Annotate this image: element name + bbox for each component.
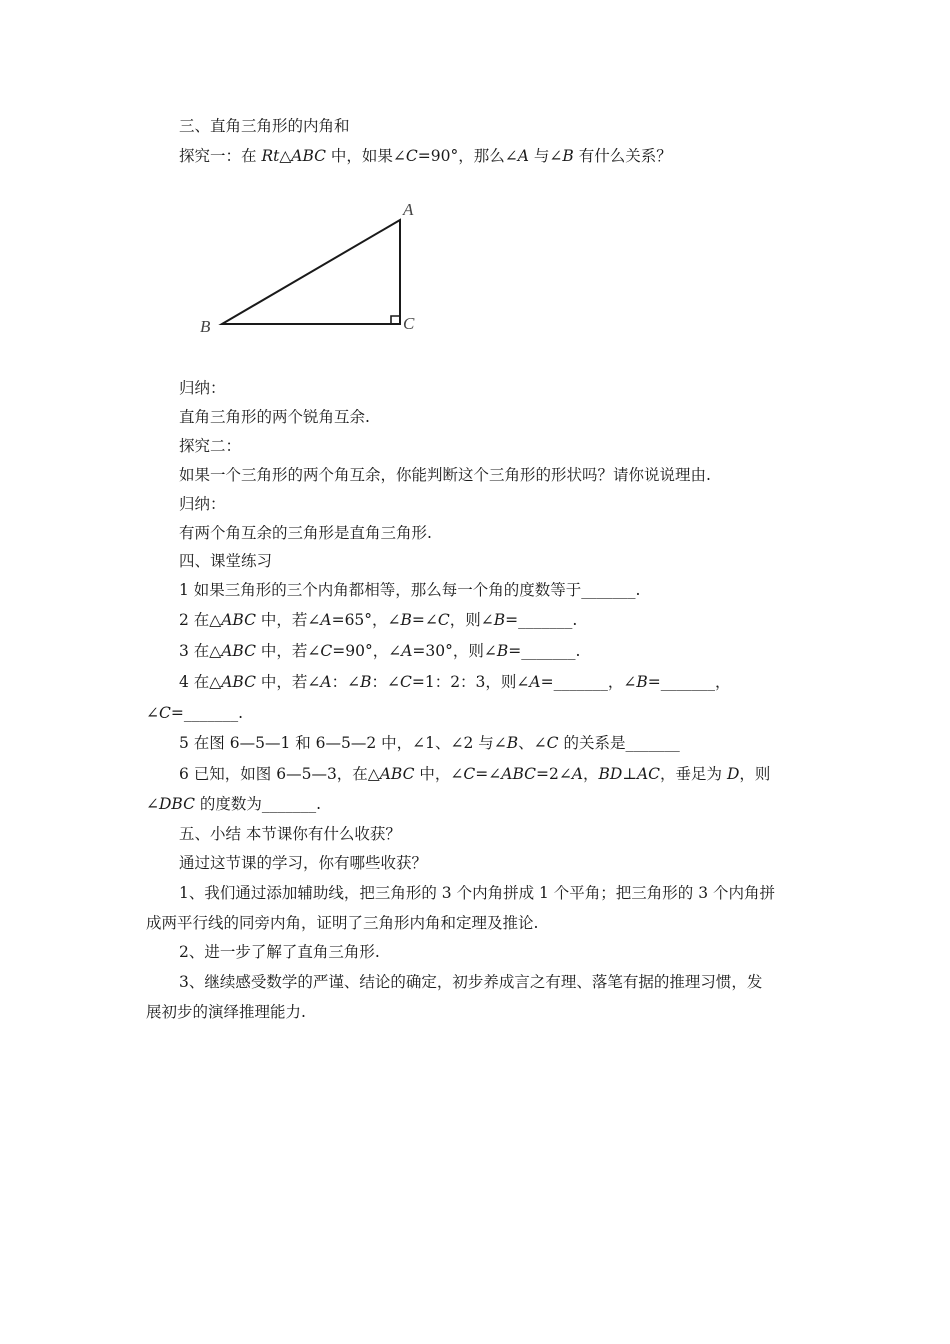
summary-intro: 通过这节课的学习，你有哪些收获？ <box>179 854 428 872</box>
exercise-6: 6 已知，如图 6—5—3，在△ABC 中，∠C=∠ABC=2∠A，BD⊥AC，垂足为 D，则 <box>179 765 771 783</box>
vertex-label-c: C <box>403 314 415 333</box>
explore-1-question: 探究一：在 Rt△ABC 中，如果∠C=90°，那么∠A 与∠B 有什么关系？ <box>179 147 672 165</box>
summary-text-2: 有两个角互余的三角形是直角三角形. <box>179 524 432 542</box>
exercise-1: 1 如果三角形的三个内角都相等，那么每一个角的度数等于_______. <box>179 581 641 599</box>
vertex-label-b: B <box>200 317 211 336</box>
summary-item-1: 1、我们通过添加辅助线，把三角形的 3 个内角拼成 1 个平角；把三角形的 3 个内角拼 <box>179 884 776 902</box>
exercise-4: 4 在△ABC 中，若∠A：∠B：∠C=1：2：3，则∠A=_______，∠B=_______， <box>179 673 731 691</box>
summary-label-2: 归纳： <box>179 495 226 513</box>
summary-item-3: 3、继续感受数学的严谨、结论的确定，初步养成言之有理、落笔有据的推理习惯，发 <box>179 973 763 991</box>
exercise-5: 5 在图 6—5—1 和 6—5—2 中，∠1、∠2 与∠B、∠C 的关系是_______ <box>179 734 680 752</box>
summary-item-1-continued: 成两平行线的同旁内角，证明了三角形内角和定理及推论. <box>146 914 539 932</box>
explore-2-title: 探究二： <box>179 437 242 455</box>
summary-label-1: 归纳： <box>179 379 226 397</box>
section-4-title: 四、课堂练习 <box>179 552 273 570</box>
triangle-shape <box>222 220 400 324</box>
right-angle-mark <box>391 316 400 324</box>
summary-item-2: 2、进一步了解了直角三角形. <box>179 943 380 961</box>
right-triangle-figure <box>195 195 435 345</box>
section-5-title: 五、小结 本节课你有什么收获？ <box>179 825 401 843</box>
exercise-2: 2 在△ABC 中，若∠A=65°，∠B=∠C，则∠B=_______. <box>179 611 578 629</box>
summary-text-1: 直角三角形的两个锐角互余. <box>179 408 370 426</box>
explore-2-question: 如果一个三角形的两个角互余，你能判断这个三角形的形状吗？请你说说理由. <box>179 466 711 484</box>
section-3-title: 三、直角三角形的内角和 <box>179 117 350 135</box>
summary-item-3-continued: 展初步的演绎推理能力. <box>146 1003 306 1021</box>
exercise-6-continued: ∠DBC 的度数为_______. <box>146 795 322 813</box>
vertex-label-a: A <box>403 200 414 219</box>
exercise-4-continued: ∠C=_______. <box>146 704 244 722</box>
exercise-3: 3 在△ABC 中，若∠C=90°，∠A=30°，则∠B=_______. <box>179 642 581 660</box>
